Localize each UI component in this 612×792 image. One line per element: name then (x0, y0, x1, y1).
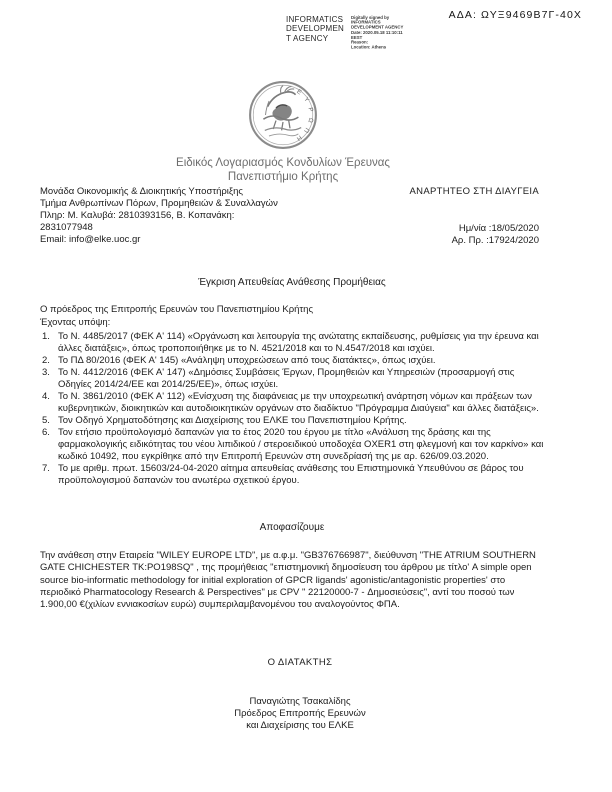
seal-letter: Ρ (306, 106, 315, 113)
decision-paragraph: Την ανάθεση στην Εταιρεία "WILEY EUROPE LTD", με α.φ.μ. "GB376766987", διεύθυνση "THE ATRIUM SOUTHERN GATE CHICHESTER ΤΚ:PO198SQ" , της προμήθειας "επιστημονική δημοσίευση του άρθρου με τίτλο' A simple open source bio-informatic methodology for initial exploration of GPCR ligands' agonistic/antagonistic properties' στο περιοδικό Pharmatocology Research & Perspectives" με CPV " 22120000-7 - Δημοσιεύσεις", αντί του ποσού των 1.900,00 €(χιλίων εννιακοσίων ευρώ) συμπεριλαμβανομένου του αναλογούντος ΦΠΑ. (40, 550, 536, 611)
posting-block (410, 186, 539, 247)
decision-heading: Αποφασίζουμε (259, 522, 325, 533)
contact-email: Email: info@elke.uoc.gr (40, 234, 141, 245)
logo-caption-line2: Πανεπιστήμιο Κρήτης (227, 170, 339, 183)
orderer-heading: Ο ΔΙΑΤΑΚΤΗΣ (267, 657, 333, 668)
seal-letter: Υ (302, 96, 311, 104)
list-item (42, 463, 550, 487)
protocol-number: Αρ. Πρ. :17924/2020 (451, 235, 539, 246)
stamp-detail-line: Digitally signed by (351, 15, 390, 20)
stamp-signature-details (351, 15, 423, 61)
list-item-text: Το Ν. 4485/2017 (ΦΕΚ Α' 114) «Οργάνωση και λειτουργία της ανώτατης εκπαίδευσης, ρυθμίσεις για την έρευνα και άλλες διατάξεις», όπως τροποποιήθηκε με το Ν. 4521/2018 και το Ν.4547/2018 και ισχύει. (58, 331, 539, 354)
list-item-number: 4. (42, 391, 50, 402)
seal-letter: Π (302, 126, 311, 134)
diavgeia-posting-note: ΑΝΑΡΤΗΤΕΟ ΣΤΗ ΔΙΑΥΓΕΙΑ (409, 186, 539, 197)
university-of-crete-seal-icon (248, 80, 318, 150)
list-item-number: 2. (42, 355, 50, 366)
contact-persons: Πληρ: Μ. Καλυβά: 2810393156, Β. Κοπανάκη: (40, 210, 235, 221)
document-date: Ημ/νία :18/05/2020 (458, 223, 539, 234)
list-item (42, 331, 550, 355)
list-item-text: Το ΠΔ 80/2016 (ΦΕΚ Α' 145) «Ανάληψη υποχρεώσεων από τους διατάκτες», όπως ισχύει. (58, 355, 436, 366)
seal-letter: Η (295, 133, 303, 142)
list-item-text: Το Ν. 4412/2016 (ΦΕΚ Α' 147) «Δημόσιες Συμβάσεις Έργων, Προμηθειών και Υπηρεσιών (προσαρμογή στις Οδηγίες 2014/24/ΕΕ και 2014/25/ΕΕ)», όπως ισχύει. (58, 367, 515, 390)
signatory-role-line1: Πρόεδρος Επιτροπής Ερευνών (234, 708, 366, 719)
stamp-detail-line: Location: Athens (351, 44, 387, 50)
list-item-number: 1. (42, 331, 50, 342)
stamp-detail-line: Date: 2020.05.18 11:10:11 (351, 29, 403, 35)
contact-block (40, 186, 278, 246)
intro-president-line: Ο πρόεδρος της Επιτροπής Ερευνών του Πανεπιστημίου Κρήτης (40, 304, 314, 315)
list-item-number: 7. (42, 463, 50, 474)
list-item-text: Τον ετήσιο προϋπολογισμό δαπανών για το έτος 2020 του έργου με τίτλο «Ανάλυση της δράσης και της φαρμακολογικής ειδικότητας του νέου λιπιδικού / στεροειδικού υποδοχέα OXER1 στη φλεγμονή και τον καρκίνο» και κωδικό 10492, που εγκρίθηκε από την Επιτροπή Ερευνών στη συνεδρίασή της με αρ. 626/09.03.2020. (58, 427, 544, 462)
ada-code: ΑΔΑ: ΩΥΞ9469Β7Γ-40Χ (448, 9, 582, 21)
list-item (42, 367, 550, 391)
list-item-number: 3. (42, 367, 50, 378)
intro-block (40, 304, 313, 329)
seal-letter: Ω (306, 117, 315, 124)
page-title: Έγκριση Απευθείας Ανάθεσης Προμήθειας (198, 277, 386, 288)
list-item-text: Το Ν. 3861/2010 (ΦΕΚ Α' 112) «Ενίσχυση της διαφάνειας με την υποχρεωτική ανάρτηση νόμων και πράξεων των κυβερνητικών, διοικητικών και αυτοδιοικητικών οργάνων στο διαδίκτυο "Πρόγραμμα Διαύγεια" και άλλες διατάξεις». (58, 391, 539, 414)
list-item-number: 6. (42, 427, 50, 438)
intro-having-regard-line: Έχοντας υπόψη: (40, 316, 111, 328)
stamp-detail-line: EEST (351, 34, 363, 40)
contact-department: Τμήμα Ανθρωπίνων Πόρων, Προμηθειών & Συναλλαγών (40, 198, 278, 209)
list-item (42, 391, 550, 415)
contact-phone: 2831077948 (40, 222, 93, 233)
logo-caption-line1: Ειδικός Λογαριασμός Κονδυλίων Έρευνας (176, 157, 390, 169)
stamp-detail-line: DEVELOPMENT AGENCY (351, 24, 404, 30)
signatory-role-line2: και Διαχείρισης του ΕΛΚΕ (246, 720, 354, 731)
signatory-block (0, 696, 600, 732)
list-item-text: Τον Οδηγό Χρηματοδότησης και Διαχείρισης του ΕΛΚΕ του Πανεπιστημίου Κρήτης. (58, 415, 407, 426)
stamp-detail-line: INFORMATICS (351, 19, 381, 25)
list-item (42, 427, 550, 463)
list-item-text: Το με αριθμ. πρωτ. 15603/24-04-2020 αίτημα απευθείας ανάθεσης του Επιστημονικά Υπευθύνου σε βάρος του προϋπολογισμού δαπανών του ανωτέρω σχετικού έργου. (58, 463, 524, 486)
list-item-number: 5. (42, 415, 50, 426)
contact-unit: Μονάδα Οικονομικής & Διοικητικής Υποστήριξης (40, 186, 243, 197)
seal-letter: Ε (295, 88, 303, 97)
stamp-detail-line: Reason: (351, 39, 369, 45)
stamp-agency-name: INFORMATICS DEVELOPMENT AGENCY (286, 15, 345, 43)
considerations-list (42, 331, 550, 487)
list-item (42, 355, 550, 367)
signatory-name: Παναγιώτης Τσακαλίδης (249, 696, 351, 707)
organization-logo-block (0, 80, 566, 184)
digital-signature-stamp (286, 15, 423, 61)
list-item (42, 415, 550, 427)
